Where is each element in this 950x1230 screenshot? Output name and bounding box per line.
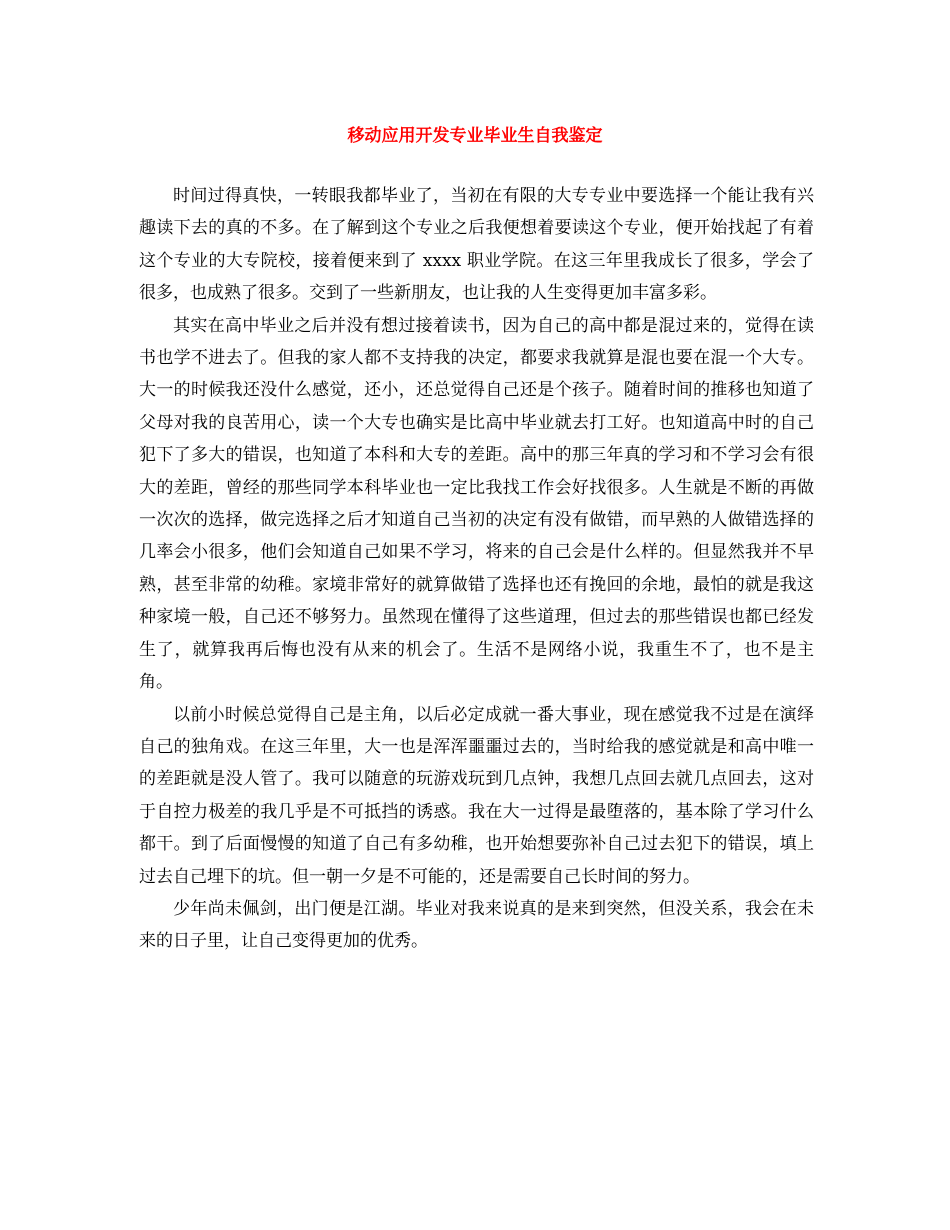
paragraph: 其实在高中毕业之后并没有想过接着读书，因为自己的高中都是混过来的，觉得在读书也学不进去了。但我的家人都不支持我的决定，都要求我就算是混也要在混一个大专。大一的时候我还没什么感觉，还小，还总觉得自己还是个孩子。随着时间的推移也知道了父母对我的良苦用心，读一个大专也确实是比高中毕业就去打工好。也知道高中时的自己犯下了多大的错误，也知道了本科和大专的差距。高中的那三年真的学习和不学习会有很大的差距，曾经的那些同学本科毕业也一定比我找工作会好找很多。人生就是不断的再做一次次的选择，做完选择之后才知道自己当初的决定有没有做错，而早熟的人做错选择的几率会小很多，他们会知道自己如果不学习，将来的自己会是什么样的。但显然我并不早熟，甚至非常的幼稚。家境非常好的就算做错了选择也还有挽回的余地，最怕的就是我这种家境一般，自己还不够努力。虽然现在懂得了这些道理，但过去的那些错误也都已经发生了，就算我再后悔也没有从来的机会了。生活不是网络小说，我重生不了，也不是主角。 — [139, 315, 814, 693]
document-body — [139, 180, 814, 958]
paragraph: 以前小时候总觉得自己是主角，以后必定成就一番大事业，现在感觉我不过是在演绎自己的独角戏。在这三年里，大一也是浑浑噩噩过去的，当时给我的感觉就是和高中唯一的差距就是没人管了。我可以随意的玩游戏玩到几点钟，我想几点回去就几点回去，这对于自控力极差的我几乎是不可抵挡的诱惑。我在大一过得是最堕落的，基本除了学习什么都干。到了后面慢慢的知道了自己有多幼稚，也开始想要弥补自己过去犯下的错误，填上过去自己埋下的坑。但一朝一夕是不可能的，还是需要自己长时间的努力。 — [139, 704, 814, 887]
document-title: 移动应用开发专业毕业生自我鉴定 — [347, 126, 603, 146]
paragraph: 少年尚未佩剑，出门便是江湖。毕业对我来说真的是来到突然，但没关系，我会在未来的日子里，让自己变得更加的优秀。 — [139, 898, 814, 952]
paragraph: 时间过得真快，一转眼我都毕业了，当初在有限的大专专业中要选择一个能让我有兴趣读下去的真的不多。在了解到这个专业之后我便想着要读这个专业，便开始找起了有着这个专业的大专院校，接着便来到了 xxxx 职业学院。在这三年里我成长了很多，学会了很多，也成熟了很多。交到了一些新朋友，也让我的人生变得更加丰富多彩。 — [139, 186, 814, 304]
